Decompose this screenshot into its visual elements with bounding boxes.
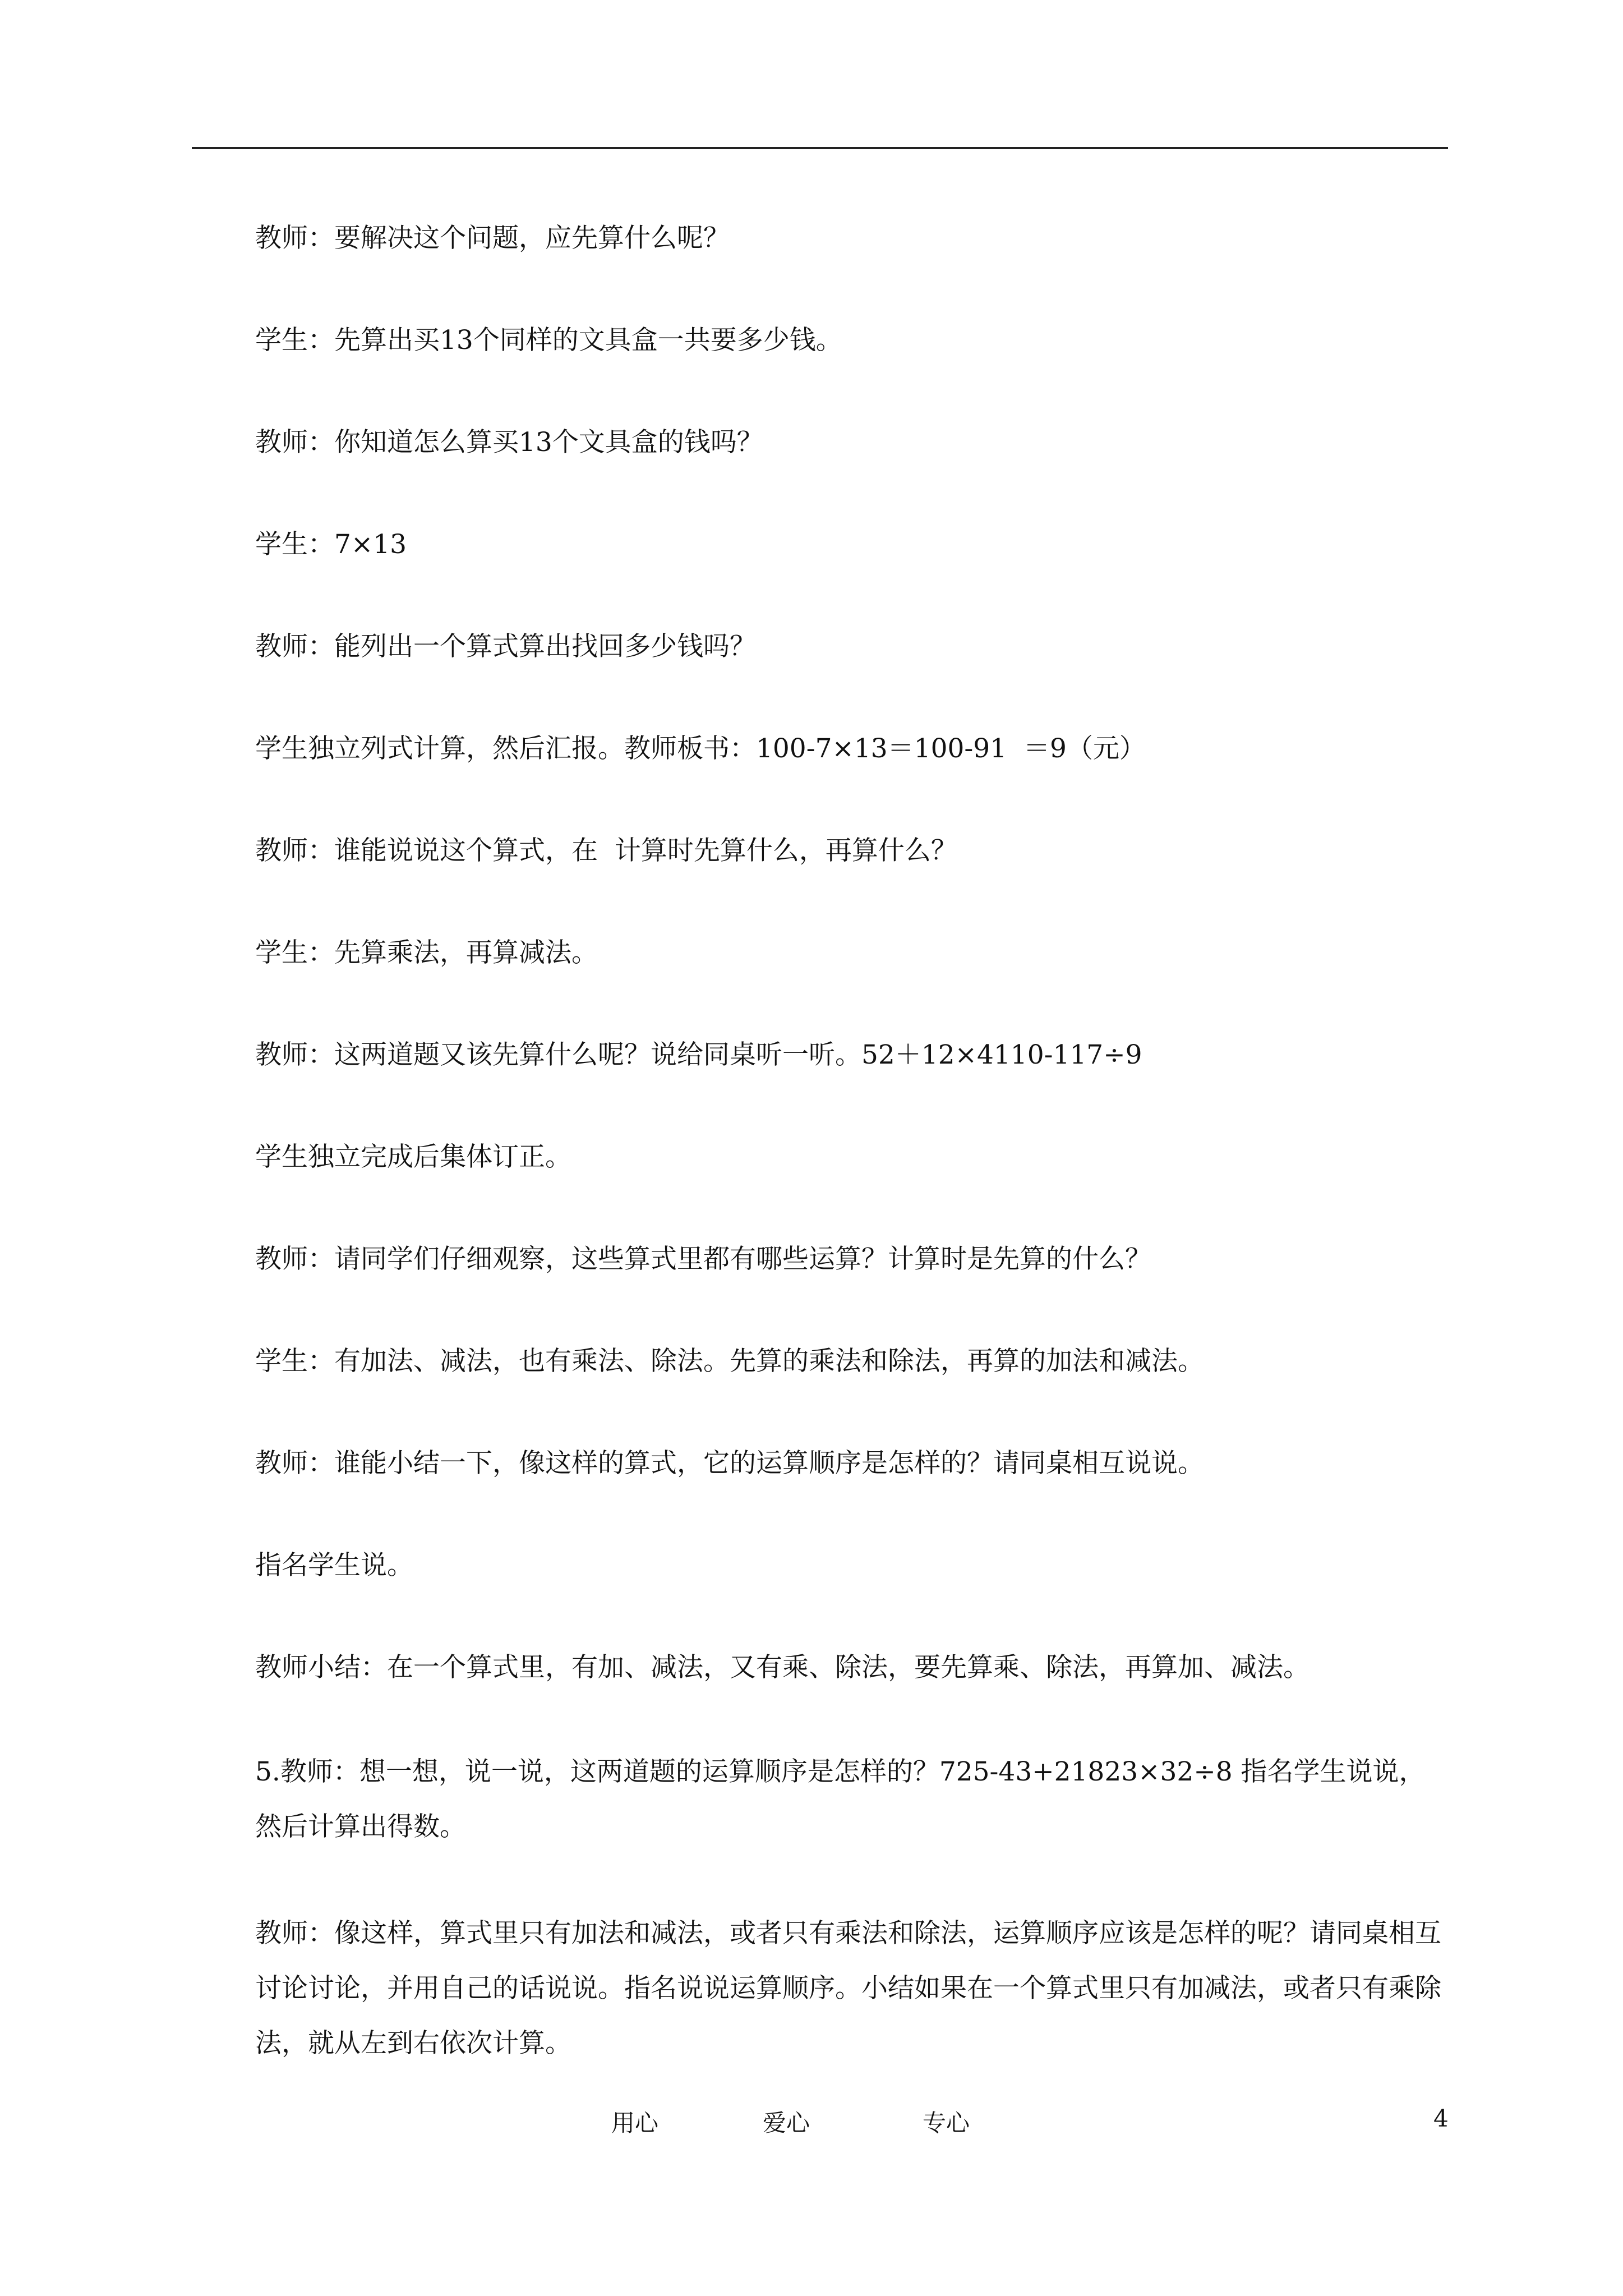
footer-motto-3: 专心	[923, 2109, 970, 2137]
paragraph: 教师：你知道怎么算买13个文具盒的钱吗？	[255, 427, 763, 458]
page-number: 4	[1433, 2105, 1449, 2132]
paragraph: 学生：有加法、减法，也有乘法、除法。先算的乘法和除法，再算的加法和减法。	[255, 1346, 1204, 1377]
document-body	[255, 213, 1448, 2123]
paragraph: 学生：先算出买13个同样的文具盒一共要多少钱。	[255, 325, 842, 356]
paragraph: 教师：要解决这个问题，应先算什么呢？	[255, 223, 730, 254]
paragraph-step-5: 5.教师：想一想，说一说，这两道题的运算顺序是怎样的？725-43+21823×32÷8 指名学生说说，然后计算出得数。	[255, 1756, 1426, 1842]
footer-motto-2: 爱心	[763, 2109, 810, 2137]
paragraph: 指名学生说。	[255, 1550, 413, 1581]
paragraph: 教师小结：在一个算式里，有加、减法，又有乘、除法，要先算乘、除法，再算加、减法。	[255, 1652, 1310, 1683]
paragraph: 学生独立列式计算，然后汇报。教师板书：100-7×13＝100-91 ＝9（元）	[255, 733, 1146, 764]
paragraph: 教师：谁能小结一下，像这样的算式，它的运算顺序是怎样的？请同桌相互说说。	[255, 1448, 1204, 1479]
page-footer	[0, 2105, 1623, 2144]
paragraph: 教师：请同学们仔细观察，这些算式里都有哪些运算？计算时是先算的什么？	[255, 1244, 1151, 1274]
paragraph-summary: 教师：像这样，算式里只有加法和减法，或者只有乘法和除法，运算顺序应该是怎样的呢？请同桌相互讨论讨论，并用自己的话说说。指名说说运算顺序。小结如果在一个算式里只有加减法，或者只有乘除法，就从左到右依次计算。	[255, 1918, 1441, 2059]
paragraph: 学生独立完成后集体订正。	[255, 1142, 571, 1172]
paragraph: 学生：先算乘法，再算减法。	[255, 937, 598, 968]
header-rule	[192, 147, 1448, 149]
paragraph: 教师：能列出一个算式算出找回多少钱吗？	[255, 631, 756, 662]
footer-motto-1: 用心	[611, 2109, 659, 2137]
paragraph: 学生：7×13	[255, 529, 407, 560]
paragraph: 教师：这两道题又该先算什么呢？说给同桌听一听。52＋12×4110-117÷9	[255, 1039, 1142, 1070]
paragraph: 教师：谁能说说这个算式，在 计算时先算什么，再算什么？	[255, 835, 957, 866]
